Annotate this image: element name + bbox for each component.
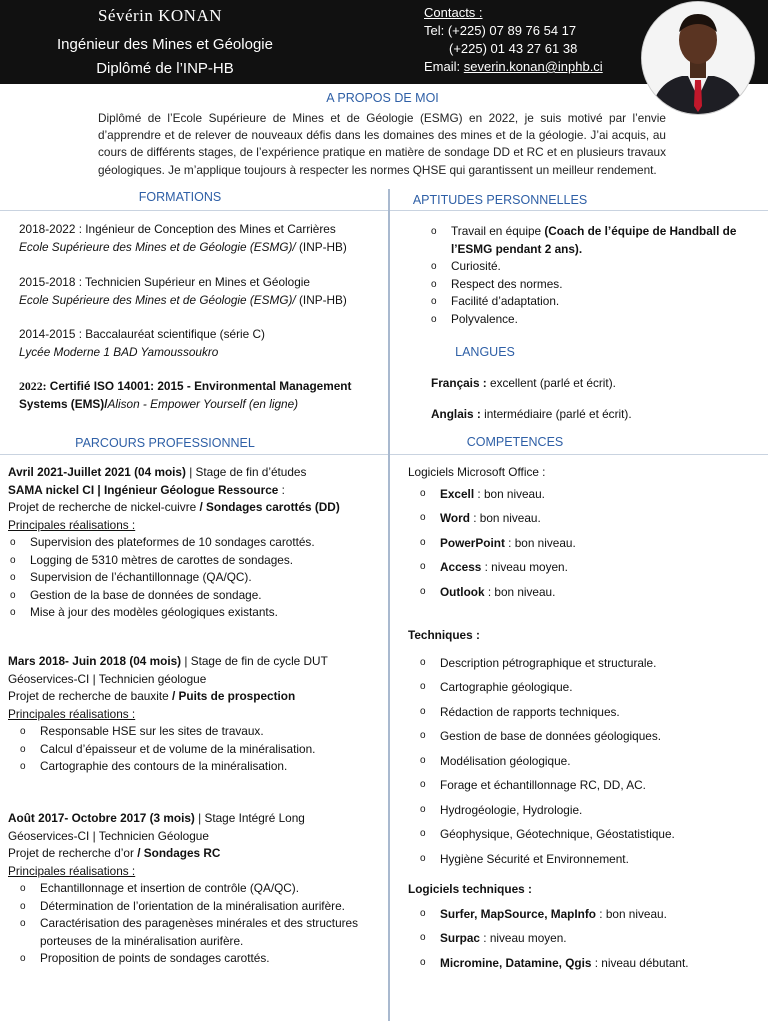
software-name: Micromine, Datamine, Qgis — [440, 955, 592, 970]
realisation-item: o Logging de 5310 mètres de carottes de sondages. — [30, 552, 386, 570]
job-project: Projet de recherche de bauxite — [8, 689, 172, 703]
office-skills — [408, 464, 763, 604]
realisation-item: o Détermination de l’orientation de la minéralisation aurifère. — [40, 898, 386, 916]
langues-title: LANGUES — [455, 345, 515, 359]
job-project-detail: / Sondages RC — [137, 846, 221, 860]
contacts-label: Contacts : — [424, 5, 483, 20]
column-divider — [388, 189, 390, 1021]
skill-name: Access — [440, 560, 482, 574]
aptitude-item: o Facilité d’adaptation. — [451, 293, 751, 311]
formations-title: FORMATIONS — [138, 190, 222, 204]
software-item — [440, 926, 763, 951]
office-label-tail: : — [538, 465, 546, 479]
office-label: Logiciels Microsoft Office — [408, 465, 539, 479]
formation-item — [19, 274, 379, 309]
profile-photo — [641, 1, 755, 115]
office-skill-item — [440, 555, 763, 580]
software-name: Surfer, MapSource, MapInfo — [440, 906, 597, 921]
iso-provider: Alison - Empower Yourself (en ligne) — [107, 396, 299, 411]
job-project-detail: / Sondages carottés (DD) — [199, 500, 340, 514]
skill-level: : bon niveau. — [474, 486, 545, 501]
aptitude-item — [451, 223, 751, 258]
software-item — [440, 902, 763, 927]
office-skill-item — [440, 580, 763, 605]
skill-level: : bon niveau. — [504, 535, 576, 550]
office-skill-item — [440, 531, 763, 556]
aptitude-item: o Respect des normes. — [451, 276, 751, 294]
aptitude-detail: (Coach de l’équipe de Handball de l’ESMG pendant 2 ans). — [451, 224, 737, 256]
job-entry — [8, 464, 386, 622]
realisations-label: Principales réalisations : — [8, 517, 136, 532]
tel-label: Tel: — [424, 23, 448, 38]
job-type: | Stage de fin de cycle DUT — [181, 654, 328, 668]
formation-school: Ecole Supérieure des Mines et de Géologie (ESMG)/ — [19, 239, 296, 254]
realisations-label: Principales réalisations : — [8, 863, 136, 878]
skill-name: Outlook — [440, 584, 485, 599]
phone-2: (+225) 01 43 27 61 38 — [449, 41, 578, 56]
aptitude-text: Travail en équipe — [451, 224, 545, 238]
software-level: : bon niveau. — [596, 906, 667, 921]
contacts-block — [424, 4, 603, 76]
technique-item: o Hydrogéologie, Hydrologie. — [440, 798, 763, 823]
skill-name: PowerPoint — [440, 535, 505, 550]
job-project: Projet de recherche d’or — [8, 846, 138, 860]
skill-level: : bon niveau. — [469, 511, 541, 525]
realisation-item: o Mise à jour des modèles géologiques existants. — [30, 604, 386, 622]
skill-level: : bon niveau. — [484, 584, 556, 599]
aptitudes-list — [451, 223, 751, 328]
realisation-item: o Calcul d’épaisseur et de volume de la minéralisation. — [40, 741, 386, 759]
realisation-item: o Echantillonnage et insertion de contrôle (QA/QC). — [40, 880, 386, 898]
technique-item: o Géophysique, Géotechnique, Géostatistique. — [440, 822, 763, 847]
technique-item: o Forage et échantillonnage RC, DD, AC. — [440, 773, 763, 798]
software-label: Logiciels techniques : — [408, 882, 532, 896]
iso-year: 2022: — [19, 379, 47, 393]
divider — [0, 454, 388, 455]
job-project-detail: / Puits de prospection — [171, 689, 296, 703]
formation-school: Lycée Moderne 1 BAD Yamoussoukro — [19, 344, 219, 359]
candidate-name: Sévérin KONAN — [97, 6, 223, 25]
parcours-title: PARCOURS PROFESSIONNEL — [75, 436, 255, 450]
formation-item — [19, 221, 379, 256]
realisation-item: o Caractérisation des paragenèses minérales et des structures porteuses de la minéralisation aurifère. — [40, 915, 386, 950]
realisation-item: o Cartographie des contours de la minéralisation. — [40, 758, 386, 776]
language-name: Français : — [431, 376, 487, 390]
aptitude-item: o Polyvalence. — [451, 311, 751, 329]
aptitude-item: o Curiosité. — [451, 258, 751, 276]
language-item — [431, 375, 616, 393]
formation-heading: 2014-2015 : Baccalauréat scientifique (série C) — [19, 327, 265, 341]
office-skill-item — [440, 506, 763, 531]
techniques-label: Techniques : — [408, 628, 480, 642]
technique-item: o Modélisation géologique. — [440, 749, 763, 774]
office-skill-item — [440, 482, 763, 507]
language-level: excellent (parlé et écrit). — [486, 376, 616, 390]
realisations-label: Principales réalisations : — [8, 706, 136, 721]
divider — [390, 454, 768, 455]
job-period: Mars 2018- Juin 2018 (04 mois) — [8, 654, 182, 668]
realisation-item: o Responsable HSE sur les sites de travaux. — [40, 723, 386, 741]
iso-certification — [19, 378, 381, 413]
formation-school-suffix: (INP-HB) — [295, 239, 347, 254]
email-label: Email: — [424, 59, 461, 74]
software-name: Surpac — [440, 931, 480, 945]
technique-item: o Rédaction de rapports techniques. — [440, 700, 763, 725]
job-period: Août 2017- Octobre 2017 (3 mois) — [8, 811, 195, 825]
about-title: A PROPOS DE MOI — [326, 91, 439, 105]
formation-item — [19, 326, 379, 361]
job-entry — [8, 810, 386, 968]
language-name: Anglais : — [431, 407, 481, 421]
job-type: | Stage Intégré Long — [194, 811, 305, 825]
software-item — [440, 951, 763, 976]
degree: Diplômé de l’INP-HB — [96, 60, 234, 77]
job-project: Projet de recherche de nickel-cuivre — [8, 500, 200, 514]
about-text: Diplômé de l’Ecole Supérieure de Mines et de Géologie (ESMG) en 2022, je suis motivé par l’envie d’apprendre et de relever de nouveaux défis dans les domaines des mines et de la géologie. J’ai acquis, au cours de différents stages, de l’expérience pratique en matière de sondage DD et RC et en plusieurs travaux géologiques. Je m’applique toujours à respecter les normes QHSE qui garantissent un meilleur rendement. — [98, 111, 666, 177]
job-company: SAMA nickel CI | Ingénieur Géologue Ressource — [8, 482, 279, 497]
formation-school-suffix: (INP-HB) — [295, 292, 347, 307]
job-company-tail: : — [278, 482, 285, 497]
language-level: intermédiaire (parlé et écrit). — [480, 407, 632, 421]
job-entry — [8, 653, 386, 776]
competences-title: COMPETENCES — [466, 435, 564, 449]
job-company: Géoservices-CI | Technicien géologue — [8, 671, 207, 686]
email-link[interactable]: severin.konan@inphb.ci — [463, 59, 603, 74]
realisation-item: o Proposition de points de sondages carottés. — [40, 950, 386, 968]
realisation-item: o Supervision des plateformes de 10 sondages carottés. — [30, 534, 386, 552]
divider — [390, 210, 768, 211]
realisation-item: o Supervision de l’échantillonnage (QA/QC). — [30, 569, 386, 587]
technique-item: o Hygiène Sécurité et Environnement. — [440, 847, 763, 872]
technique-item: o Gestion de base de données géologiques. — [440, 724, 763, 749]
job-period: Avril 2021-Juillet 2021 (04 mois) — [8, 465, 186, 479]
formation-school: Ecole Supérieure des Mines et de Géologie (ESMG)/ — [19, 292, 296, 307]
software-skills — [408, 881, 763, 975]
software-level: : niveau débutant. — [591, 955, 689, 970]
technical-skills — [408, 627, 763, 871]
skill-name: Excell — [440, 486, 475, 501]
iso-title: Certifié ISO 14001: 2015 - Environmental Management Systems (EMS)/ — [19, 379, 352, 411]
job-title: Ingénieur des Mines et Géologie — [57, 36, 273, 53]
skill-name: Word — [440, 511, 470, 525]
technique-item: o Description pétrographique et structurale. — [440, 651, 763, 676]
aptitudes-title: APTITUDES PERSONNELLES — [412, 193, 588, 207]
language-item — [431, 406, 632, 424]
divider — [0, 210, 388, 211]
formation-heading: 2018-2022 : Ingénieur de Conception des Mines et Carrières — [19, 222, 336, 236]
technique-item: o Cartographie géologique. — [440, 675, 763, 700]
job-type: | Stage de fin d’études — [185, 465, 307, 479]
software-level: : niveau moyen. — [480, 931, 567, 945]
realisation-item: o Gestion de la base de données de sondage. — [30, 587, 386, 605]
job-company: Géoservices-CI | Technicien Géologue — [8, 828, 209, 843]
formation-heading: 2015-2018 : Technicien Supérieur en Mines et Géologie — [19, 275, 310, 289]
skill-level: : niveau moyen. — [481, 560, 568, 574]
phone-1: (+225) 07 89 76 54 17 — [447, 23, 577, 38]
